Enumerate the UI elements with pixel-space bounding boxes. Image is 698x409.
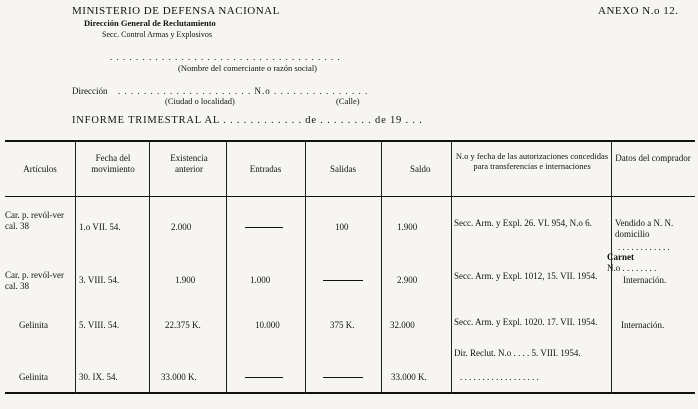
col-divider bbox=[381, 140, 382, 394]
row3-buyer: Internación. bbox=[621, 320, 665, 330]
row2-date: 3. VIII. 54. bbox=[79, 275, 120, 285]
row1-salidas: 100 bbox=[335, 222, 349, 232]
street-caption: (Calle) bbox=[336, 96, 360, 106]
row4-salidas-dash bbox=[323, 377, 363, 378]
row2-saldo: 2.900 bbox=[397, 275, 418, 285]
row3-stock: 22.375 K. bbox=[165, 320, 201, 330]
address-field[interactable]: . . . . . . . . . . . . . . . . . . . . . N.o . . . . . . . . . . . . . . . bbox=[118, 86, 369, 96]
row1-entradas-dash bbox=[245, 227, 283, 228]
col-divider bbox=[226, 140, 227, 394]
row4-stock: 33.000 K. bbox=[161, 372, 197, 382]
table-bottom-rule bbox=[5, 392, 695, 394]
row2-salidas-dash bbox=[323, 280, 363, 281]
report-title-line: INFORME TRIMESTRAL AL . . . . . . . . . . . . de . . . . . . . . de 19 . . . bbox=[72, 115, 423, 126]
row1-date: 1.o VII. 54. bbox=[79, 222, 121, 232]
row2-auth: Secc. Arm. y Expl. 1012, 15. VII. 1954. bbox=[454, 271, 598, 281]
row1-buyer-carnet-no: N.o . . . . . . . . bbox=[607, 263, 657, 273]
col-divider bbox=[75, 140, 76, 394]
row1-saldo: 1.900 bbox=[397, 222, 418, 232]
header-bottom-rule bbox=[5, 196, 695, 197]
row2-entradas: 1.000 bbox=[250, 275, 271, 285]
row4-article: Gelinita bbox=[19, 372, 48, 382]
row4-auth-dots: . . . . . . . . . . . . . . . . . . bbox=[460, 372, 539, 382]
row2-buyer: Internación. bbox=[623, 275, 667, 285]
row2-stock: 1.900 bbox=[175, 275, 196, 285]
table-top-rule bbox=[5, 140, 695, 142]
row3-date: 5. VIII. 54. bbox=[79, 320, 120, 330]
address-label: Dirección bbox=[72, 86, 108, 96]
merchant-name-caption: (Nombre del comerciante o razón social) bbox=[178, 63, 318, 73]
col-divider bbox=[451, 140, 452, 394]
row1-article: Car. p. revól-ver cal. 38 bbox=[5, 210, 64, 231]
ministry-title: MINISTERIO DE DEFENSA NACIONAL bbox=[72, 5, 280, 17]
section-title: Secc. Control Armas y Explosivos bbox=[102, 30, 212, 39]
row1-auth: Secc. Arm. y Expl. 26. VI. 954, N.o 6. bbox=[454, 218, 592, 228]
header-articulos: Artículos bbox=[23, 164, 57, 174]
row3-auth: Secc. Arm. y Expl. 1020. 17. VII. 1954. bbox=[454, 317, 598, 327]
header-comprador: Datos del comprador bbox=[615, 153, 691, 163]
row1-buyer: Vendido a N. N. domicilio bbox=[615, 218, 674, 239]
annex-label: ANEXO N.o 12. bbox=[598, 5, 679, 17]
row1-buyer-carnet: Carnet bbox=[607, 252, 634, 262]
row1-stock: 2.000 bbox=[171, 222, 192, 232]
header-saldo: Saldo bbox=[410, 164, 431, 174]
header-entradas: Entradas bbox=[249, 164, 282, 174]
col-divider bbox=[149, 140, 150, 394]
row4-saldo: 33.000 K. bbox=[391, 372, 427, 382]
row4-date: 30. IX. 54. bbox=[79, 372, 118, 382]
movements-table bbox=[5, 140, 695, 395]
row1-buyer-dots: . . . . . . . . . . . . bbox=[618, 242, 670, 252]
merchant-name-field[interactable]: . . . . . . . . . . . . . . . . . . . . . . . . . . . . . . . . . . . . bbox=[110, 52, 341, 62]
row3-entradas: 10.000 bbox=[255, 320, 280, 330]
header-fecha: Fecha del movimiento bbox=[91, 153, 135, 174]
header-salidas: Salidas bbox=[330, 164, 356, 174]
header-autorizaciones: N.o y fecha de las autorizaciones concedidas para transferencias e internaciones bbox=[455, 151, 609, 171]
header-existencia: Existencia anterior bbox=[170, 153, 208, 174]
row3-saldo: 32.000 bbox=[390, 320, 415, 330]
row2-article: Car. p. revól-ver cal. 38 bbox=[5, 270, 64, 291]
row4-entradas-dash bbox=[245, 377, 283, 378]
row3-salidas: 375 K. bbox=[330, 320, 355, 330]
city-caption: (Ciudad o localidad) bbox=[165, 96, 235, 106]
row3-article: Gelinita bbox=[19, 320, 48, 330]
direction-title: Dirección General de Reclutamiento bbox=[84, 18, 216, 28]
row4-auth: Dir. Reclut. N.o . . . . 5. VIII. 1954. bbox=[454, 348, 581, 358]
col-divider bbox=[305, 140, 306, 394]
